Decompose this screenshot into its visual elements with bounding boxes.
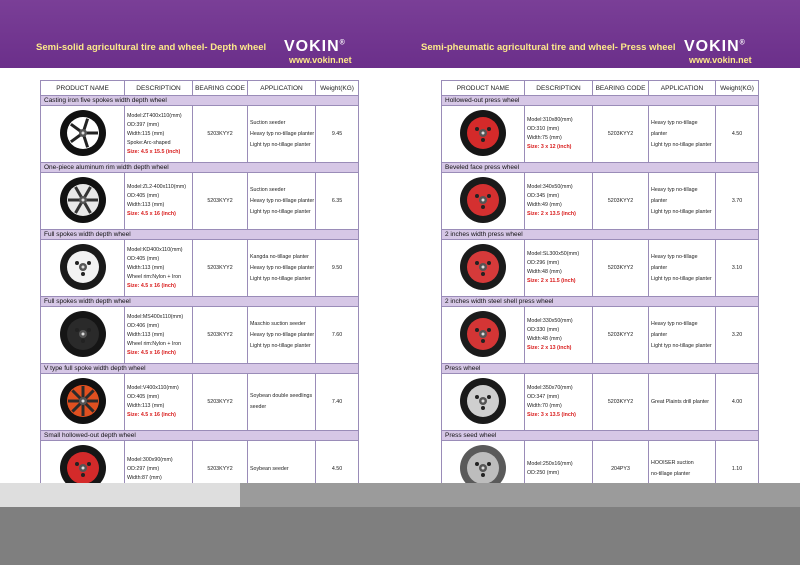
- description-cell: [125, 307, 193, 364]
- description-line: Width:113 (mm): [127, 403, 165, 409]
- bearing-code: 5203KYY2: [593, 307, 649, 364]
- application-cell: [248, 240, 316, 297]
- description-cell: [525, 106, 593, 163]
- application-line: Heavy typ no-tillage planter: [651, 186, 698, 204]
- description-line: OD:250 (mm): [527, 470, 560, 476]
- description-line: Width:113 (mm): [127, 264, 165, 271]
- description-line: Wheel rim:Nylon + Iron: [127, 340, 182, 347]
- description-cell: [525, 173, 593, 230]
- application-cell: [248, 106, 316, 163]
- header-weight: Weight(KG): [316, 81, 359, 96]
- description-line: Width:70 (mm): [527, 403, 562, 409]
- wheel-image: [458, 376, 508, 426]
- category-row: [41, 364, 359, 374]
- weight: 4.50: [316, 441, 359, 498]
- size-line: Size: 3 x 13.5 (inch): [527, 412, 576, 418]
- application-line: Heavy typ no-tillage planter: [250, 197, 315, 204]
- category-row: [442, 230, 759, 240]
- left-spec-table: [40, 80, 359, 498]
- product-image-cell: [41, 106, 125, 163]
- description-line: Model:250x16(mm): [527, 461, 573, 467]
- description-cell: [125, 173, 193, 230]
- size-line: Size: 4.5 x 15.5 (inch): [127, 148, 181, 155]
- weight: 7.60: [316, 307, 359, 364]
- right-logo: VOKIN®: [684, 38, 746, 55]
- header-product-name: PRODUCT NAME: [442, 81, 525, 96]
- application-line: Light typ no-tillage planter: [250, 208, 311, 215]
- product-image-cell: [41, 374, 125, 431]
- application-line: Heavy typ no-tillage planter: [651, 320, 698, 338]
- description-cell: [525, 374, 593, 431]
- bearing-code: 204PY3: [593, 441, 649, 498]
- wheel-image: [458, 309, 508, 359]
- application-cell: [248, 374, 316, 431]
- application-cell: [248, 307, 316, 364]
- description-line: Model:310x80(mm): [527, 117, 573, 123]
- category-row: [442, 96, 759, 106]
- table-row: [41, 307, 359, 364]
- description-line: OD:296 (mm): [527, 260, 560, 266]
- product-image-cell: [442, 173, 525, 230]
- description-line: Width:115 (mm): [127, 130, 165, 137]
- description-line: Width:48 (mm): [527, 336, 562, 342]
- header-bearing-code: BEARING CODE: [593, 81, 649, 96]
- product-image-cell: [41, 307, 125, 364]
- wheel-image: [58, 108, 108, 158]
- application-line: Suction seeder: [250, 186, 286, 193]
- size-line: Size: 4.5 x 16 (inch): [127, 412, 176, 418]
- light-gray-band: [0, 483, 240, 507]
- description-line: Model:ZT400x110(mm): [127, 112, 182, 119]
- product-image-cell: [442, 106, 525, 163]
- bottom-gray-area: [0, 483, 800, 565]
- table-row: [442, 374, 759, 431]
- bearing-code: 5203KYY2: [193, 374, 248, 431]
- application-line: Light typ no-tillage planter: [651, 342, 712, 349]
- weight: 9.45: [316, 106, 359, 163]
- description-line: OD:405 (mm): [127, 193, 160, 199]
- product-image-cell: [41, 173, 125, 230]
- description-line: Spoke:Arc-shaped: [127, 139, 171, 146]
- category-row: [442, 297, 759, 307]
- header-bearing-code: BEARING CODE: [193, 81, 248, 96]
- category-row: [41, 230, 359, 240]
- weight: 4.00: [716, 374, 759, 431]
- table-row: [41, 106, 359, 163]
- description-line: Width:87 (mm): [127, 474, 162, 481]
- product-name: V type full spoke width depth wheel: [41, 364, 359, 374]
- application-line: Light typ no-tillage planter: [250, 342, 311, 349]
- description-line: Model:SL300x50(mm): [527, 251, 580, 257]
- product-name: Hollowed-out press wheel: [442, 96, 759, 106]
- bearing-code: 5203KYY2: [193, 441, 248, 498]
- product-image-cell: [442, 374, 525, 431]
- header-description: DESCRIPTION: [125, 81, 193, 96]
- application-cell: [649, 173, 716, 230]
- description-line: OD:405 (mm): [127, 394, 160, 400]
- table-row: [41, 173, 359, 230]
- size-line: Size: 2 x 13 (inch): [527, 345, 572, 351]
- description-line: OD:310 (mm): [527, 126, 560, 132]
- description-line: Model:300x90(mm): [127, 456, 173, 463]
- right-spec-table: [441, 80, 759, 498]
- wheel-image: [458, 175, 508, 225]
- bearing-code: 5203KYY2: [193, 307, 248, 364]
- size-line: Size: 2 x 11.5 (inch): [527, 278, 576, 284]
- description-line: Width:48 (mm): [527, 269, 562, 275]
- wheel-image: [58, 242, 108, 292]
- product-image-cell: [442, 240, 525, 297]
- description-line: OD:397 (mm): [127, 121, 160, 128]
- bearing-code: 5203KYY2: [593, 374, 649, 431]
- product-name: 2 inches width press wheel: [442, 230, 759, 240]
- description-line: Model:350x70(mm): [527, 385, 573, 391]
- category-row: [41, 297, 359, 307]
- description-line: OD:405 (mm): [127, 255, 160, 262]
- description-line: Width:113 (mm): [127, 202, 165, 208]
- product-name: Full spokes width depth wheel: [41, 297, 359, 307]
- table-row: [442, 240, 759, 297]
- bearing-code: 5203KYY2: [193, 173, 248, 230]
- bearing-code: 5203KYY2: [193, 240, 248, 297]
- description-line: Model:ZL2-400x110(mm): [127, 184, 187, 190]
- application-line: HOOISER suction: [651, 460, 694, 466]
- bearing-code: 5203KYY2: [193, 106, 248, 163]
- right-website: www.vokin.net: [689, 55, 752, 65]
- header-application: APPLICATION: [248, 81, 316, 96]
- product-name: Small hollowed-out depth wheel: [41, 431, 359, 441]
- weight: 7.40: [316, 374, 359, 431]
- table-row: [442, 173, 759, 230]
- application-cell: [649, 374, 716, 431]
- wheel-image: [58, 376, 108, 426]
- left-logo: VOKIN®: [284, 38, 346, 55]
- description-line: OD:345 (mm): [527, 193, 560, 199]
- size-line: Size: 4.5 x 16 (inch): [127, 282, 176, 289]
- weight: 1.10: [716, 441, 759, 498]
- description-line: Width:113 (mm): [127, 331, 165, 338]
- header-product-name: PRODUCT NAME: [41, 81, 125, 96]
- description-cell: [125, 240, 193, 297]
- wheel-image: [58, 309, 108, 359]
- weight: 3.10: [716, 240, 759, 297]
- application-line: Heavy typ no-tillage planter: [250, 264, 315, 271]
- application-line: Great Plaints drill planter: [651, 398, 709, 405]
- right-page-title: Semi-pheumatic agricultural tire and wheel- Press wheel: [421, 42, 676, 53]
- size-line: Size: 2 x 13.5 (inch): [527, 211, 576, 217]
- category-row: [41, 163, 359, 173]
- size-line: Size: 4.5 x 16 (inch): [127, 349, 176, 356]
- size-line: Size: 4.5 x 16 (inch): [127, 211, 176, 217]
- weight: 3.20: [716, 307, 759, 364]
- application-line: Heavy typ no-tillage planter: [250, 130, 315, 137]
- application-line: seeder: [250, 404, 267, 410]
- left-page-title: Semi-solid agricultural tire and wheel- Depth wheel: [36, 42, 267, 53]
- wheel-image: [58, 175, 108, 225]
- product-image-cell: [442, 307, 525, 364]
- description-line: OD:330 (mm): [527, 327, 560, 333]
- description-line: Model:340x50(mm): [527, 184, 573, 190]
- bearing-code: 5203KYY2: [593, 106, 649, 163]
- product-name: Beveled face press wheel: [442, 163, 759, 173]
- description-cell: [125, 106, 193, 163]
- bearing-code: 5203KYY2: [593, 173, 649, 230]
- category-row: [442, 364, 759, 374]
- product-name: Full spokes width depth wheel: [41, 230, 359, 240]
- description-cell: [525, 307, 593, 364]
- table-row: [41, 374, 359, 431]
- description-line: OD:406 (mm): [127, 322, 160, 329]
- description-line: Width:49 (mm): [527, 202, 562, 208]
- application-line: Heavy typ no-tillage planter: [651, 253, 698, 271]
- product-name: Press seed wheel: [442, 431, 759, 441]
- description-line: Width:75 (mm): [527, 135, 562, 141]
- table-row: [442, 106, 759, 163]
- header-application: APPLICATION: [649, 81, 716, 96]
- category-row: [442, 163, 759, 173]
- description-line: Model:330x50(mm): [527, 318, 573, 324]
- application-line: Soybean seeder: [250, 465, 289, 472]
- table-header-row: [442, 81, 759, 96]
- application-cell: [248, 173, 316, 230]
- category-row: [41, 96, 359, 106]
- application-line: Heavy typ no-tillage planter: [250, 331, 315, 338]
- application-line: Light typ no-tillage planter: [651, 275, 712, 282]
- wheel-image: [458, 242, 508, 292]
- description-line: Model:MS400x110(mm): [127, 313, 184, 320]
- application-line: Light typ no-tillage planter: [250, 141, 311, 148]
- description-cell: [125, 374, 193, 431]
- application-line: Light typ no-tillage planter: [250, 275, 311, 282]
- weight: 6.35: [316, 173, 359, 230]
- application-line: Soybean double seedlings: [250, 393, 313, 399]
- application-cell: [649, 307, 716, 364]
- application-line: Heavy typ no-tillage planter: [651, 119, 698, 137]
- application-cell: [649, 106, 716, 163]
- application-line: Maschio suction seeder: [250, 320, 306, 327]
- product-name: Press wheel: [442, 364, 759, 374]
- bearing-code: 5203KYY2: [593, 240, 649, 297]
- product-name: One-piece aluminum rim width depth wheel: [41, 163, 359, 173]
- weight: 4.50: [716, 106, 759, 163]
- description-line: OD:347 (mm): [527, 394, 560, 400]
- application-line: Suction seeder: [250, 119, 286, 126]
- wheel-image: [458, 108, 508, 158]
- header-weight: Weight(KG): [716, 81, 759, 96]
- size-line: Size: 3 x 12 (inch): [527, 144, 572, 150]
- header-banner: [0, 0, 800, 68]
- description-line: Wheel rim:Nylon + Iron: [127, 273, 182, 280]
- application-line: Kangda no-tillage planter: [250, 253, 309, 260]
- description-cell: [525, 240, 593, 297]
- description-line: OD:297 (mm): [127, 465, 160, 472]
- product-name: Casting iron five spokes width depth wheel: [41, 96, 359, 106]
- application-cell: [649, 240, 716, 297]
- application-line: no-tillage planter: [651, 471, 691, 477]
- category-row: [442, 431, 759, 441]
- category-row: [41, 431, 359, 441]
- table-row: [41, 240, 359, 297]
- table-header-row: [41, 81, 359, 96]
- product-image-cell: [41, 240, 125, 297]
- weight: 3.70: [716, 173, 759, 230]
- header-description: DESCRIPTION: [525, 81, 593, 96]
- description-line: Model:KD400x110(mm): [127, 246, 183, 253]
- description-line: Model:V400x110(mm): [127, 385, 179, 391]
- left-website: www.vokin.net: [289, 55, 352, 65]
- application-line: Light typ no-tillage planter: [651, 208, 712, 215]
- product-name: 2 inches width steel shell press wheel: [442, 297, 759, 307]
- table-row: [442, 307, 759, 364]
- application-line: Light typ no-tillage planter: [651, 141, 712, 148]
- weight: 9.50: [316, 240, 359, 297]
